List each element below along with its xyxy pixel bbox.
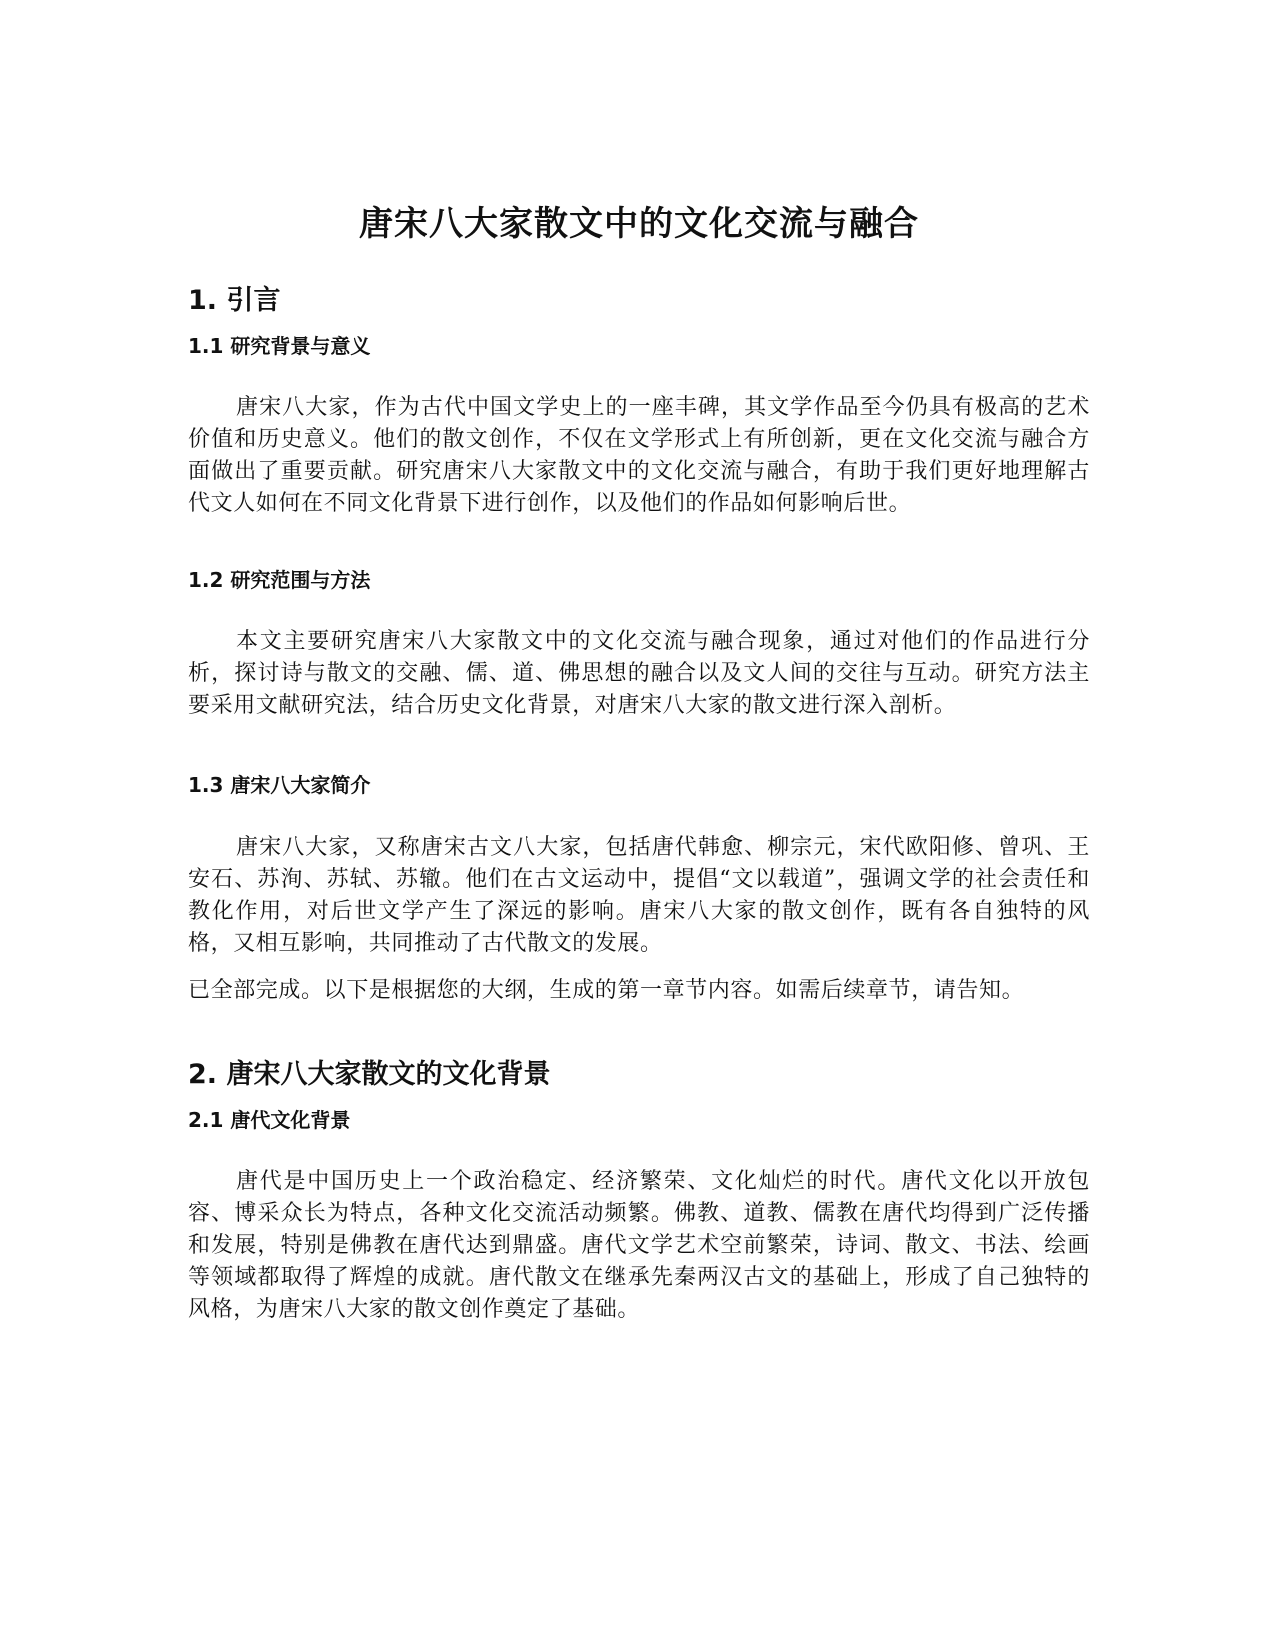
completion-note: 已全部完成。以下是根据您的大纲，生成的第一章节内容。如需后续章节，请告知。 <box>188 978 1025 1003</box>
subsection-heading-1-2: 1.2 研究范围与方法 <box>188 568 371 592</box>
document-title: 唐宋八大家散文中的文化交流与融合 <box>359 204 919 244</box>
paragraph-2-1: 唐代是中国历史上一个政治稳定、经济繁荣、文化灿烂的时代。唐代文化以开放包容、博采众长为特点，各种文化交流活动频繁。佛教、道教、儒教在唐代均得到广泛传播和发展，特别是佛教在唐代达到鼎盛。唐代文学艺术空前繁荣，诗词、散文、书法、绘画等领域都取得了辉煌的成就。唐代散文在继承先秦两汉古文的基础上，形成了自己独特的风格，为唐宋八大家的散文创作奠定了基础。 <box>188 1169 1090 1322</box>
subsection-heading-2-1: 2.1 唐代文化背景 <box>188 1108 351 1132</box>
subsection-heading-1-3: 1.3 唐宋八大家简介 <box>188 773 371 797</box>
subsection-heading-1-1: 1.1 研究背景与意义 <box>188 334 371 358</box>
paragraph-1-3: 唐宋八大家，又称唐宋古文八大家，包括唐代韩愈、柳宗元，宋代欧阳修、曾巩、王安石、苏洵、苏轼、苏辙。他们在古文运动中，提倡“文以载道”，强调文学的社会责任和教化作用，对后世文学产生了深远的影响。唐宋八大家的散文创作，既有各自独特的风格，又相互影响，共同推动了古代散文的发展。 <box>188 835 1090 956</box>
paragraph-1-1: 唐宋八大家，作为古代中国文学史上的一座丰碑，其文学作品至今仍具有极高的艺术价值和历史意义。他们的散文创作，不仅在文学形式上有所创新，更在文化交流与融合方面做出了重要贡献。研究唐宋八大家散文中的文化交流与融合，有助于我们更好地理解古代文人如何在不同文化背景下进行创作，以及他们的作品如何影响后世。 <box>188 395 1090 516</box>
section-heading-1: 1. 引言 <box>188 285 281 316</box>
section-heading-2: 2. 唐宋八大家散文的文化背景 <box>188 1059 551 1090</box>
paragraph-1-2: 本文主要研究唐宋八大家散文中的文化交流与融合现象，通过对他们的作品进行分析，探讨诗与散文的交融、儒、道、佛思想的融合以及文人间的交往与互动。研究方法主要采用文献研究法，结合历史文化背景，对唐宋八大家的散文进行深入剖析。 <box>188 629 1090 718</box>
